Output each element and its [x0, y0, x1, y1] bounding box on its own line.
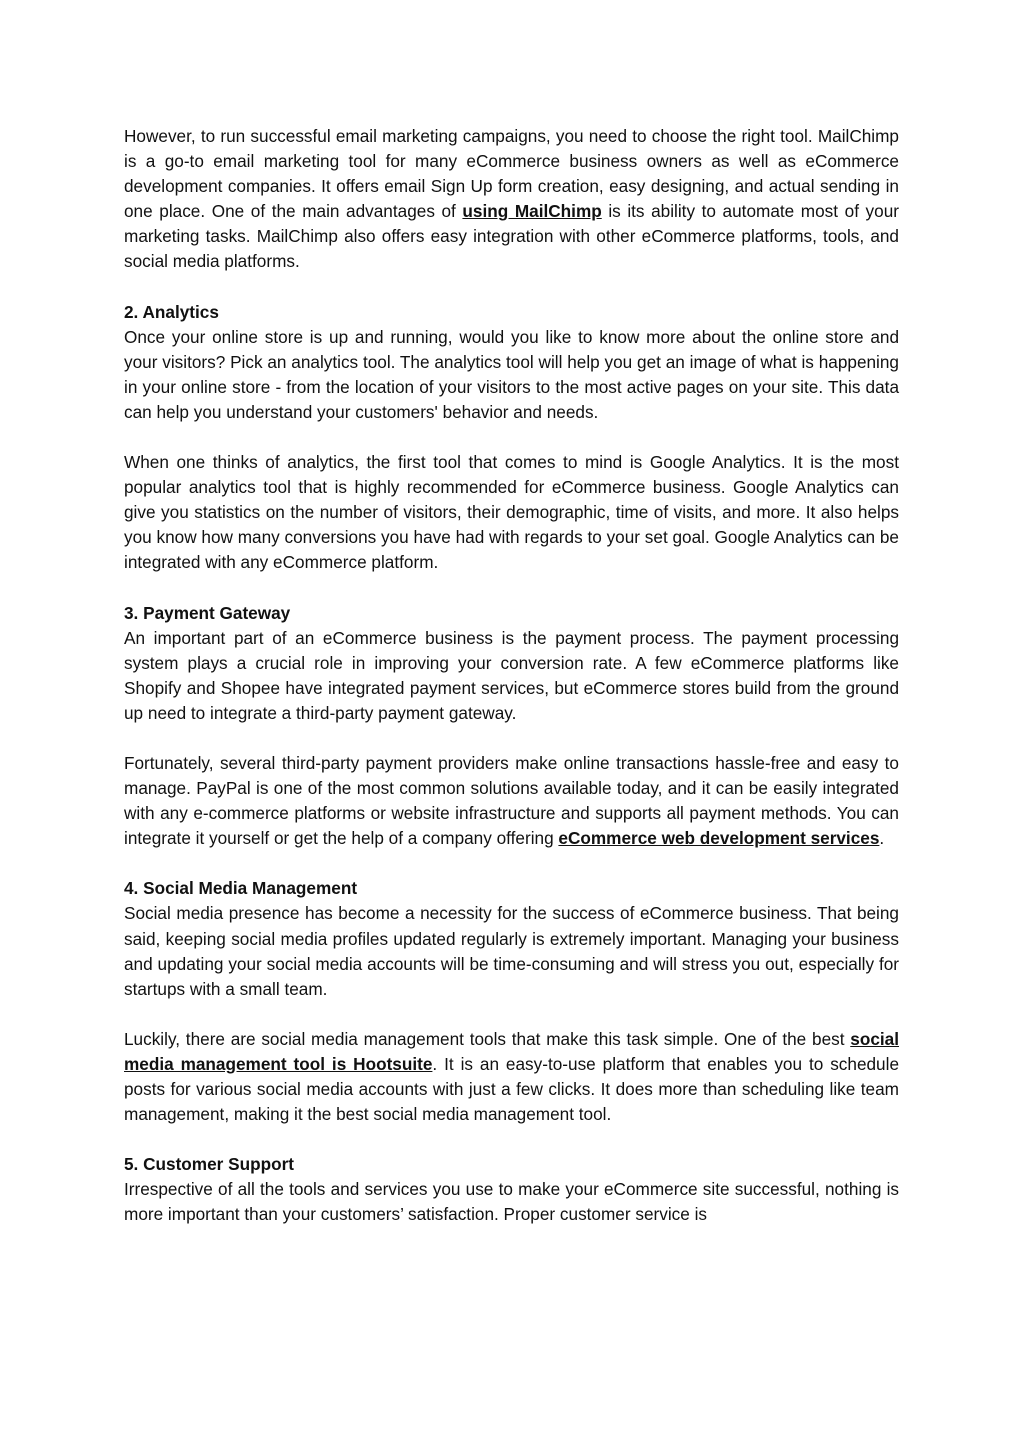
payment-paragraph-2 [124, 751, 899, 851]
social-paragraph-1: Social media presence has become a necessity for the success of eCommerce business. That being said, keeping social media profiles updated regularly is extremely important. Managing your business and updating your social media accounts will be time-consuming and will stress you out, especially for startups with a small team. [124, 903, 899, 999]
social-text-end: . It is an easy-to-use platform that enables you to schedule posts for various social media accounts with just a few clicks. It does more than scheduling like team management, making it the best social media management tool. [124, 1053, 899, 1125]
intro-text-start: However, to run successful email marketing campaigns, you need to choose the right tool. MailChimp is a go-to email marketing tool for many eCommerce business owners as well as eCommerce development companies. It offers email Sign Up form creation, easy designing, and actual sending in one place. One of the main advantages of [124, 126, 899, 222]
hootsuite-link[interactable]: social media management tool is Hootsuite [124, 1028, 899, 1074]
payment-gateway-heading: 3. Payment Gateway [124, 602, 291, 623]
analytics-paragraph-2: When one thinks of analytics, the first tool that comes to mind is Google Analytics. It is the most popular analytics tool that is highly recommended for eCommerce business. Google Analytics can give you statistics on the number of visitors, their demographic, time of visits, and more. It also helps you know how many conversions you have had with regards to your set goal. Google Analytics can be integrated with any eCommerce platform. [124, 452, 899, 573]
analytics-heading: 2. Analytics [124, 301, 219, 322]
social-media-heading: 4. Social Media Management [124, 878, 358, 899]
social-paragraph-2 [124, 1027, 899, 1127]
intro-text-end: is its ability to automate most of your marketing tasks. MailChimp also offers easy integration with other eCommerce platforms, tools, and social media platforms. [124, 201, 899, 272]
social-text-start: Luckily, there are social media management tools that make this task simple. One of the best [124, 1028, 851, 1049]
customer-support-heading: 5. Customer Support [124, 1154, 294, 1175]
using-mailchimp-link[interactable]: using MailChimp [462, 201, 602, 222]
payment-text-start: Fortunately, several third-party payment providers make online transactions hassle-free and easy to manage. PayPal is one of the most common solutions available today, and it can be easily integrated with any e-commerce platforms or website infrastructure and supports all payment methods. You can integrate it yourself or get the help of a company offering [124, 752, 899, 849]
ecommerce-web-development-services-link[interactable]: eCommerce web development services [558, 828, 880, 849]
document-page [124, 124, 899, 1227]
intro-paragraph [124, 124, 899, 275]
support-paragraph-1: Irrespective of all the tools and services you use to make your eCommerce site successful, nothing is more important than your customers’ satisfaction. Proper customer service is [124, 1179, 899, 1225]
payment-paragraph-1: An important part of an eCommerce business is the payment process. The payment processing system plays a crucial role in improving your conversion rate. A few eCommerce platforms like Shopify and Shopee have integrated payment services, but eCommerce stores build from the ground up need to integrate a third-party payment gateway. [124, 627, 899, 723]
analytics-paragraph-1: Once your online store is up and running, would you like to know more about the online store and your visitors? Pick an analytics tool. The analytics tool will help you get an image of what is happening in your online store - from the location of your visitors to the most active pages on your site. This data can help you understand your customers' behavior and needs. [124, 326, 899, 422]
payment-text-end: . [879, 828, 885, 849]
